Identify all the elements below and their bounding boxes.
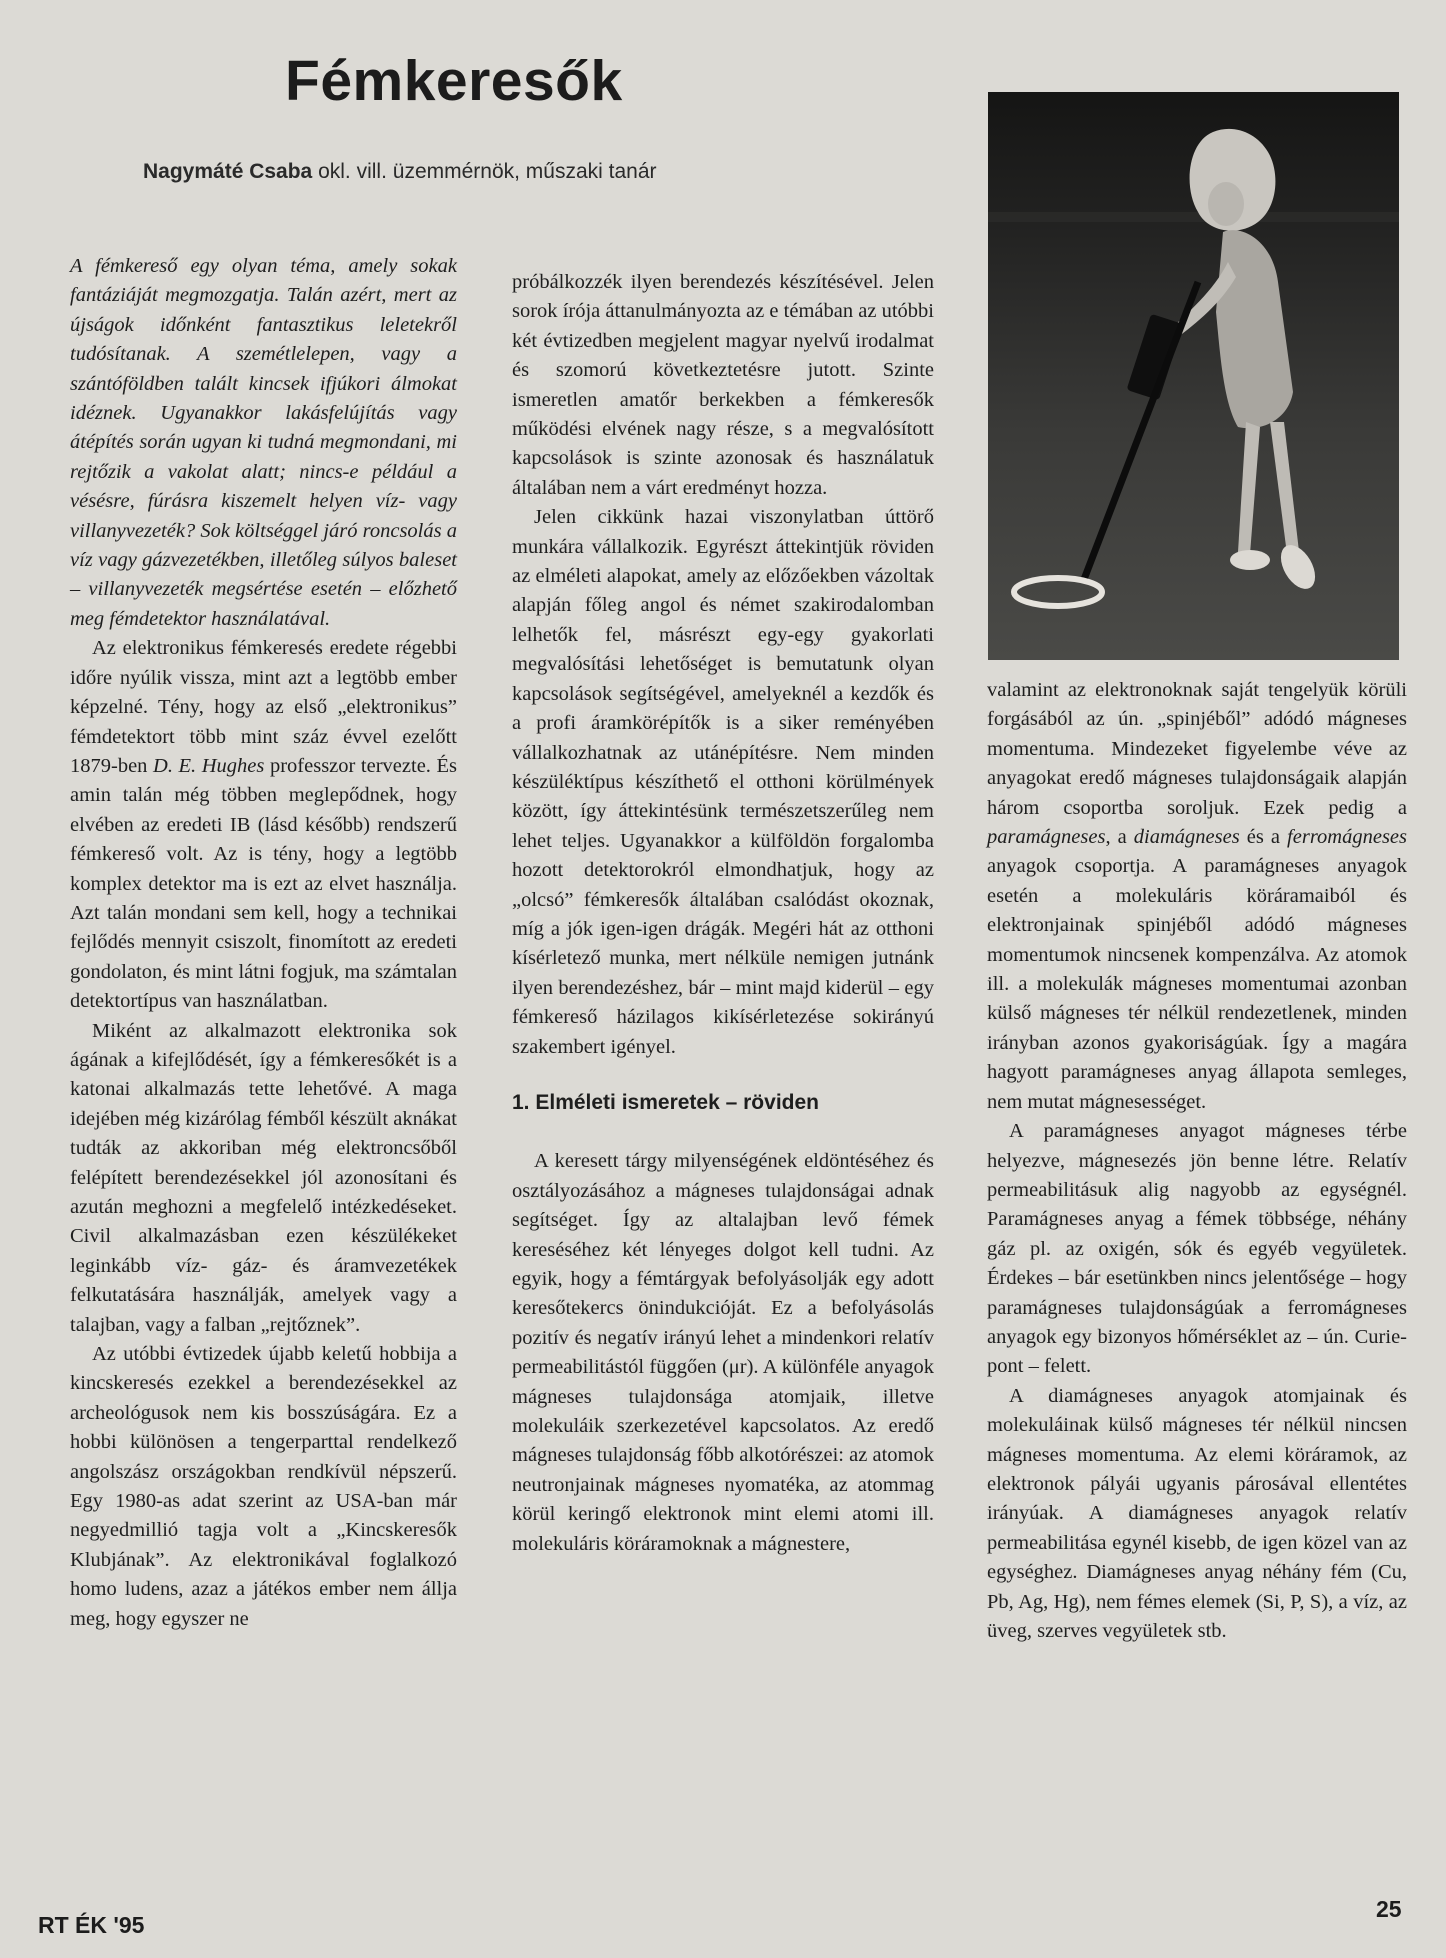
- term-diamagnetic: diamágneses: [1133, 826, 1240, 849]
- author-title: okl. vill. üzemmérnök, műszaki tanár: [312, 160, 657, 183]
- body-paragraph: Az elektronikus fémkeresés eredete régebbi időre nyúlik vissza, mint azt a legtöbb ember képzelné. Tény, hogy az első „elektronikus” fémdetektort több mint száz évvel ezelőtt 1879-ben D. E. Hughes professzor tervezte. És amin talán még többen meglepődnek, hogy elvében az eredeti IB (lásd később) rendszerű fémkereső volt. Az is tény, hogy a legtöbb komplex detektor ma is ezt az elvet használja. Azt talán mondani sem kell, hogy a technikai fejlődés mennyit csiszolt, finomított az eredeti gondolaton, és mint látni fogjuk, ma számtalan detektortípus van használatban.: [70, 637, 457, 1013]
- author-name: Nagymáté Csaba: [143, 160, 313, 183]
- body-paragraph: A paramágneses anyagot mágneses térbe helyezve, mágnesezés jön benne létre. Relatív permeabilitásuk alig nagyobb az egységnél. Paramágneses anyag a fémek többsége, néhány gáz pl. az oxigén, sók és egyéb vegyületek. Érdekes – bár esetünkben nincs jelentősége – hogy paramágneses tulajdonságúak a ferromágneses anyagok egy bizonyos hőmérséklet az – ún. Curie-pont – felett.: [987, 1120, 1407, 1378]
- column-1: [70, 252, 457, 1634]
- body-paragraph: Jelen cikkünk hazai viszonylatban úttörő munkára vállalkozik. Egyrészt áttekintjük röviden az elméleti alapokat, amely az előzőekben vázoltak alapján főleg angol és német szakirodalomban lelhetők fel, másrészt egy-egy gyakorlati megvalósítási lehetőséget is bemutatunk olyan kapcsolások segítségével, amelyeknél a kezdők és a profi áramkörépítők is a siker reményében vállalkozhatnak az utánépítésre. Nem minden készüléktípus készíthető el otthoni körülmények között, így áttekintésünk természetszerűleg nem lehet teljes. Ugyanakkor a külföldön forgalomba hozott detektorokról elmondhatjuk, hogy az „olcsó” fémkeresők általában csalódást okoznak, míg a jók igen-igen drágák. Megéri hát az otthoni kísérletező munka, mert nélküle nemigen jutnánk ilyen berendezéshez, bár – mint majd kiderül – egy fémkereső házilagos kikísérletezése sokirányú szakembert igényel.: [512, 506, 934, 1058]
- scientist-name: D. E. Hughes: [153, 754, 265, 777]
- lead-paragraph: A fémkereső egy olyan téma, amely sokak fantáziáját megmozgatja. Talán azért, mert az újságok időnként fantasztikus leletekről tudósítanak. A szemétlelepen, vagy a szántóföldben talált kincsek ifjúkori álmokat idéznek. Ugyanakkor lakásfelújítás vagy átépítés során ugyan ki tudná megmondani, mi rejtőzik a vakolat alatt; nincs-e például a vésésre, fúrásra kiszemelt helyen víz- vagy villanyvezeték? Sok költséggel járó roncsolás a víz vagy gázvezetékben, illetőleg súlyos baleset – villanyvezeték megsértése esetén – előzhető meg fémdetektor használatával.: [70, 255, 457, 630]
- column-2: [512, 268, 934, 1559]
- byline: [143, 160, 657, 184]
- body-paragraph: Miként az alkalmazott elektronika sok ágának a kifejlődését, így a fémkeresőkét is a katonai alkalmazás tette lehetővé. A maga idejében még kizárólag fémből készült aknákat tudták az akkoriban még elektroncsőből felépített berendezésekkel jól azonosítani és azután meghozni a megfelelő intézkedéseket. Civil alkalmazásban ezen készülékeket leginkább víz- gáz- és áramvezetékek felkutatására használják, amelyek vagy a talajban, vagy a falban „rejtőznek”.: [70, 1019, 457, 1336]
- body-paragraph: próbálkozzék ilyen berendezés készítésével. Jelen sorok írója áttanulmányozta az e témában az utóbbi két évtizedben megjelent magyar nyelvű irodalmat és szomorú következtetésre jutott. Szinte ismeretlen amatőr berkekben a fémkeresők működési elvének nagy része, s a megvalósított kapcsolások is szinte azonosak és használatuk általában nem a várt eredményt hozza.: [512, 271, 934, 499]
- magazine-footer: RT ÉK '95: [38, 1912, 145, 1938]
- column-3: [987, 676, 1407, 1646]
- photo-girl-with-metal-detector: [988, 92, 1399, 660]
- body-paragraph: A keresett tárgy milyenségének eldöntéséhez és osztályozásához a mágneses tulajdonságai adnak segítséget. Így az altalajban levő fémek kereséséhez két lényeges dolgot kell tudni. Az egyik, hogy a fémtárgyak befolyásolják egy adott keresőtekercs önindukcióját. Ez a befolyásolás pozitív és negatív irányú lehet a mindenkori relatív permeabilitástól függően (μr). A különféle anyagok mágneses tulajdonsága atomjaik, illetve molekuláik szerkezetével kapcsolatos. Az eredő mágneses tulajdonság főbb alkotórészei: az atomok neutronjainak mágneses nyomatéka, az atommag körül keringő elektronok mint elemi atomi ill. molekuláris köráramoknak a mágnestere,: [512, 1150, 934, 1555]
- body-paragraph: valamint az elektronoknak saját tengelyük körüli forgásából az ún. „spinjéből” adódó mágneses momentuma. Mindezeket figyelembe véve az anyagokat eredő mágneses tulajdonságaik alapján három csoportba soroljuk. Ezek pedig a paramágneses, a diamágneses és a ferromágneses anyagok csoportja. A paramágneses anyagok esetén a molekuláris köráramaiból és elektronjainak spinjéből adódó mágneses momentumok nincsenek kompenzálva. Az atomok ill. a molekulák mágneses momentumai azonban külső mágneses tér nélkül rendezetlenek, minden irányban azonos gyakoriságúak. Így a magára hagyott paramágneses anyag állapota semleges, nem mutat mágnesességet.: [987, 679, 1407, 1113]
- article-title: Fémkeresők: [285, 49, 623, 113]
- body-paragraph: Az utóbbi évtizedek újabb keletű hobbija a kincskeresés ezekkel a berendezésekkel az archeológusok nem kis bosszúságára. Ez a hobbi különösen a tengerparttal rendelkező angolszász országokban rendkívül népszerű. Egy 1980-as adat szerint az USA-ban már negyedmillió tagja volt a „Kincskeresők Klubjának”. Az elektronikával foglalkozó homo ludens, azaz a játékos ember nem állja meg, hogy egyszer ne: [70, 1343, 457, 1630]
- term-ferromagnetic: ferromágneses: [1287, 826, 1407, 849]
- term-paramagnetic: paramágneses: [987, 826, 1106, 849]
- page-number: 25: [1376, 1896, 1402, 1922]
- body-paragraph: A diamágneses anyagok atomjainak és molekuláinak külső mágneses tér nélkül nincsen mágneses momentuma. Az elemi köráramok, az elektronok pályái ugyanis párosával ellentétes irányúak. A diamágneses anyagok relatív permeabilitása egynél kisebb, de igen közel van az egységhez. Diamágneses anyag néhány fém (Cu, Pb, Ag, Hg), nem fémes elemek (Si, P, S), a víz, az üveg, szerves vegyületek stb.: [987, 1384, 1407, 1642]
- section-heading: 1. Elméleti ismeretek – röviden: [512, 1090, 819, 1114]
